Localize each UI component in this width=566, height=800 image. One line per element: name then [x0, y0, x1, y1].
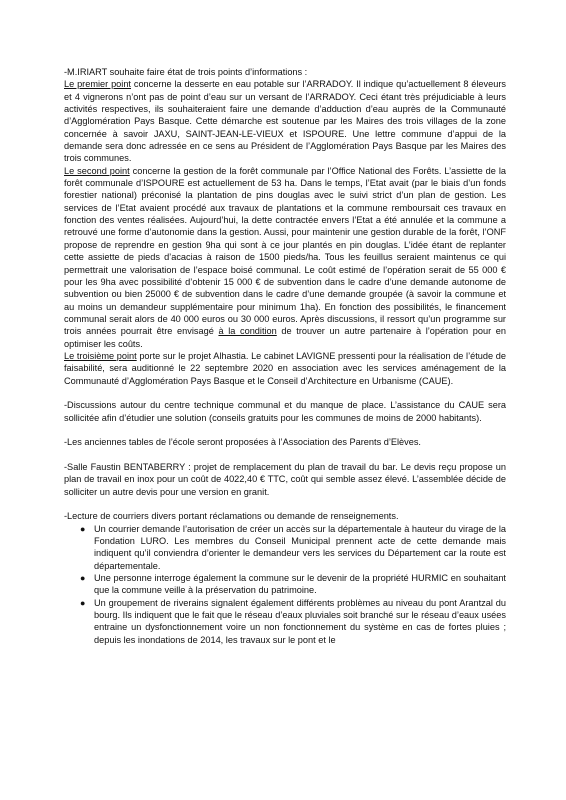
point-2-paragraph	[64, 165, 506, 350]
spacer	[64, 449, 506, 461]
point-1-label: Le premier point	[64, 79, 131, 90]
tables-paragraph: -Les anciennes tables de l’école seront proposées à l’Association des Parents d’Elèves.	[64, 437, 421, 448]
courrier-list	[64, 523, 506, 646]
list-item-text: Un courrier demande l’autorisation de créer un accès sur la départementale à hauteur du virage de la Fondation LURO. Les membres du Conseil Municipal prennent acte de cette demande mais indiquent qu’il conviendra d’orienter le demandeur vers les services du Département car la route est départementale.	[94, 523, 506, 571]
point-3-text: porte sur le projet Alhastia. Le cabinet LAVIGNE pressenti pour la réalisation de l’étude de faisabilité, sera auditionné le 22 septembre 2020 en association avec les services aménagement de la Communauté d’Agglomération Pays Basque et le Conseil d’Architecture en Urbanisme (CAUE).	[64, 350, 506, 386]
discussions-paragraph: -Discussions autour du centre technique communal et du manque de place. L’assistance du CAUE sera sollicitée afin d’étudier une solution (conseils gratuits pour les communes de moins de 2000 habitants).	[64, 400, 506, 423]
salle-paragraph: -Salle Faustin BENTABERRY : projet de remplacement du plan de travail du bar. Le devis reçu propose un plan de travail en inox pour un coût de 4022,40 € TTC, coût qui semble assez élevé. L’assemblée décide de solliciter un autre devis pour une version en granit.	[64, 462, 506, 497]
intro-line: -M.IRIART souhaite faire état de trois points d’informations :	[64, 67, 308, 77]
point-3-paragraph	[64, 350, 506, 387]
spacer	[64, 424, 506, 436]
list-item-text: Une personne interroge également la commune sur le devenir de la propriété HURMIC en souhaitant que la commune veille à la préservation du patrimoine.	[94, 573, 506, 596]
lecture-paragraph: -Lecture de courriers divers portant réclamations ou demande de renseignements.	[64, 511, 399, 522]
point-2-text-b: de trouver un autre partenaire à l’opération pour en optimiser les coûts.	[64, 326, 506, 349]
point-1-text: concerne la desserte en eau potable sur l’ARRADOY. Il indique qu’actuellement 8 éleveurs et 4 vignerons n’ont pas de point d’eau sur un versant de l’ARRADOY. Ceci étant très préjudiciable à leurs activités respectives, ils souhaiteraient faire une demande d’adduction d’eau auprès de la Communauté d’Agglomération Pays Basque. Cette démarche est soutenue par les Maires des trois villages de la zone concernée à savoir JAXU, SAINT-JEAN-LE-VIEUX et ISPOURE. Une lettre commune d’appui de la demande sera donc adressée en ce sens au Président de l’Agglomération Pays Basque par les Maires des trois communes.	[64, 79, 507, 164]
list-item	[80, 597, 506, 646]
point-3-label: Le troisième point	[64, 350, 137, 361]
bullet-icon: ●	[80, 597, 86, 608]
bullet-icon: ●	[80, 573, 86, 584]
spacer	[64, 387, 506, 399]
point-1-paragraph	[64, 78, 506, 164]
point-2-label: Le second point	[64, 165, 130, 176]
list-item	[80, 523, 506, 572]
bullet-icon: ●	[80, 523, 86, 534]
point-2-text-a: concerne la gestion de la forêt communale par l’Office National des Forêts. L’assiette de la forêt communale d’ISPOURE est actuellement de 53 ha. Dans le temps, l’Etat avait (par le biais d’un fonds forestier national) préconisé la plantation de pins douglas avec le suivi strict d’un plan de gestion. Les services de l’Etat avaient procédé aux travaux de plantations et la commune remboursait ces travaux en fonction des ventes réalisées. Aujourd’hui, la dette contractée envers l’Etat a été annulée et la commune a retrouvé une forme d’autonomie dans la gestion. Aussi, pour maintenir une gestion durable de la forêt, l’ONF propose de reprendre en gestion 9ha qui sont à ce jour plantés en pin douglas. L’idée étant de replanter cette assiette de pieds d’acacias à raison de 1500 pieds/ha. Tous les feuillus seraient maintenus ce qui permettrait une valorisation de l’espace boisé communal. Le coût estimé de l’opération serait de 55 000 € pour les 9ha avec possibilité d’obtenir 15 000 € de subvention dans le cadre d’une demande autonome de subvention ou bien 25000 € de subvention dans le cadre d’une demande groupée (à savoir la commune et au moins un demandeur supplémentaire pour minimum 1ha). En fonction des possibilités, le financement communal serait alors de 40 000 euros ou 30 000 euros. Après discussions, il ressort qu’un programme sur trois années pourrait être envisagé	[64, 165, 506, 337]
list-item	[80, 572, 506, 597]
list-item-text: Un groupement de riverains signalent également différents problèmes au niveau du pont Arantzal du bourg. Ils indiquent que le fait que le réseau d’eaux pluviales soit branché sur le réseau d’eaux usées entraine un dysfonctionnement voire un non fonctionnement du système en cas de fortes pluies ; depuis les inondations de 2014, les travaux sur le pont et le	[94, 597, 506, 645]
point-2-condition: à la condition	[218, 326, 277, 337]
spacer	[64, 498, 506, 510]
